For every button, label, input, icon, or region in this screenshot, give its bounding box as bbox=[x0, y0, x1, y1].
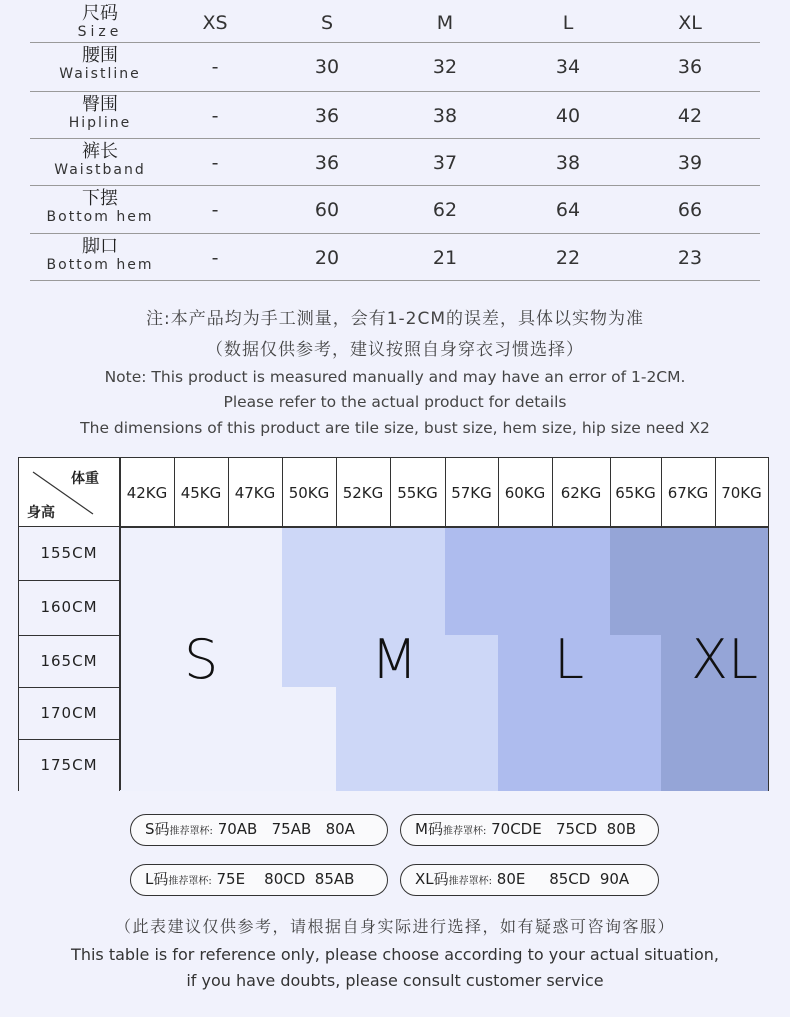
note-en-line3: The dimensions of this product are tile size, bust size, hem size, hip size need X2 bbox=[80, 419, 710, 437]
size-col-xl: XL bbox=[678, 12, 702, 34]
measure-value: 23 bbox=[677, 247, 703, 269]
zone-label-l: L bbox=[554, 628, 585, 691]
weight-label: 65KG bbox=[615, 484, 656, 502]
measure-value: 66 bbox=[677, 199, 703, 221]
measure-name bbox=[30, 46, 170, 82]
measure-value: - bbox=[211, 247, 219, 269]
measure-value: - bbox=[211, 105, 219, 127]
measure-name bbox=[30, 95, 170, 131]
zone-m-ext bbox=[336, 687, 498, 791]
size-header-en: Size bbox=[77, 24, 123, 40]
measure-value: 37 bbox=[432, 152, 458, 174]
size-table-row bbox=[30, 139, 760, 186]
size-table-row bbox=[30, 186, 760, 234]
measure-name bbox=[30, 189, 170, 225]
height-label: 170CM bbox=[19, 687, 119, 739]
height-row-divider bbox=[19, 739, 119, 740]
weight-label: 45KG bbox=[180, 484, 222, 502]
cup-size: L码 bbox=[145, 870, 169, 888]
weight-label: 55KG bbox=[397, 484, 438, 502]
weight-col-divider bbox=[715, 458, 716, 526]
size-col-s: S bbox=[320, 12, 334, 34]
measure-name bbox=[30, 142, 170, 178]
weight-label: 47KG bbox=[234, 484, 276, 502]
measure-value: 42 bbox=[677, 105, 703, 127]
height-label: 165CM bbox=[19, 635, 119, 687]
weight-label: 62KG bbox=[560, 484, 602, 502]
cup-values: 70CDE 75CD 80B bbox=[491, 820, 637, 838]
cup-values: 75E 80CD 85AB bbox=[216, 870, 355, 888]
weight-label: 50KG bbox=[288, 484, 330, 502]
measure-name-en: Bottom hem bbox=[46, 257, 154, 273]
size-table-row bbox=[30, 234, 760, 281]
weight-label: 52KG bbox=[342, 484, 384, 502]
corner-weight-label: 体重 bbox=[71, 471, 99, 487]
measure-name-zh: 下摆 bbox=[82, 188, 118, 209]
cup-values: 80E 85CD 90A bbox=[496, 870, 630, 888]
zone-label-xl: XL bbox=[691, 628, 759, 691]
note-en-line2: Please refer to the actual product for details bbox=[223, 393, 567, 411]
corner-height-label: 身高 bbox=[27, 505, 55, 521]
cup-label: 推荐罩杯: bbox=[448, 876, 493, 887]
measure-value: - bbox=[211, 199, 219, 221]
measure-value: 34 bbox=[555, 56, 581, 78]
measure-value: 64 bbox=[555, 199, 581, 221]
cup-size: S码 bbox=[145, 820, 170, 838]
measure-name-en: Waistband bbox=[54, 162, 146, 178]
cup-pill-m bbox=[400, 814, 659, 846]
measure-value: 36 bbox=[677, 56, 703, 78]
note-zh-line2: （数据仅供参考，建议按照自身穿衣习惯选择） bbox=[206, 340, 584, 360]
measure-value: 39 bbox=[677, 152, 703, 174]
zone-label-s: S bbox=[184, 628, 219, 691]
grid-header-divider bbox=[19, 526, 768, 528]
measure-name-en: Waistline bbox=[59, 66, 141, 82]
measure-value: 62 bbox=[432, 199, 458, 221]
zone-m-mid bbox=[445, 635, 498, 687]
zone-label-m: M bbox=[371, 628, 418, 691]
weight-col-divider bbox=[390, 458, 391, 526]
height-row-divider bbox=[19, 635, 119, 636]
measure-value: - bbox=[211, 152, 219, 174]
size-table-header bbox=[30, 0, 760, 43]
size-table-row bbox=[30, 43, 760, 92]
measure-value: 38 bbox=[432, 105, 458, 127]
weight-label: 57KG bbox=[451, 484, 492, 502]
note-zh-line1: 注:本产品均为手工测量，会有1-2CM的误差，具体以实物为准 bbox=[145, 309, 645, 329]
weight-col-divider bbox=[228, 458, 229, 526]
height-label: 155CM bbox=[19, 527, 119, 580]
measure-name-zh: 臀围 bbox=[82, 94, 118, 115]
footer-zh: （此表建议仅供参考，请根据自身实际进行选择，如有疑惑可咨询客服） bbox=[114, 917, 675, 936]
zone-m bbox=[282, 527, 445, 687]
cup-label: 推荐罩杯: bbox=[168, 876, 212, 887]
measure-value: 60 bbox=[314, 199, 340, 221]
weight-label: 42KG bbox=[126, 484, 168, 502]
measure-name-zh: 腰围 bbox=[82, 45, 118, 66]
height-row-divider bbox=[19, 687, 119, 688]
weight-col-divider bbox=[336, 458, 337, 526]
weight-col-divider bbox=[610, 458, 611, 526]
cup-label: 推荐罩杯: bbox=[442, 826, 487, 837]
size-header-label bbox=[30, 4, 170, 40]
zone-l bbox=[445, 527, 610, 635]
measure-value: 20 bbox=[314, 247, 340, 269]
measure-value: 40 bbox=[555, 105, 581, 127]
cup-size: M码 bbox=[415, 820, 443, 838]
measure-value: 36 bbox=[314, 105, 340, 127]
size-col-m: M bbox=[436, 12, 454, 34]
footer-en-line2: if you have doubts, please consult customer service bbox=[186, 971, 604, 990]
weight-height-grid bbox=[18, 457, 769, 791]
weight-col-divider bbox=[552, 458, 553, 526]
zone-xl bbox=[610, 527, 768, 635]
measure-name-en: Hipline bbox=[68, 115, 132, 131]
note-en-line1: Note: This product is measured manually and may have an error of 1-2CM. bbox=[104, 368, 686, 386]
measure-value: 38 bbox=[555, 152, 581, 174]
size-table-row bbox=[30, 92, 760, 139]
footer-en-line1: This table is for reference only, please choose according to your actual situation, bbox=[71, 945, 719, 964]
cup-pill-s bbox=[130, 814, 388, 846]
weight-col-divider bbox=[661, 458, 662, 526]
height-label: 160CM bbox=[19, 580, 119, 635]
measure-value: 21 bbox=[432, 247, 458, 269]
cup-label: 推荐罩杯: bbox=[169, 826, 213, 837]
measure-value: 32 bbox=[432, 56, 458, 78]
weight-col-divider bbox=[174, 458, 175, 526]
measure-value: 36 bbox=[314, 152, 340, 174]
height-row-divider bbox=[19, 580, 119, 581]
height-label: 175CM bbox=[19, 739, 119, 791]
measure-value: 22 bbox=[555, 247, 581, 269]
measure-name-zh: 裤长 bbox=[82, 141, 118, 162]
weight-label: 67KG bbox=[667, 484, 709, 502]
measure-name-zh: 脚口 bbox=[82, 236, 118, 257]
measure-name-en: Bottom hem bbox=[46, 209, 154, 225]
measure-value: 30 bbox=[314, 56, 340, 78]
cup-size: XL码 bbox=[415, 870, 449, 888]
measure-value: - bbox=[211, 56, 219, 78]
cup-values: 70AB 75AB 80A bbox=[217, 820, 355, 838]
weight-label: 60KG bbox=[504, 484, 546, 502]
size-table bbox=[30, 0, 760, 281]
weight-col-divider bbox=[445, 458, 446, 526]
cup-pill-xl bbox=[400, 864, 659, 896]
weight-col-divider bbox=[498, 458, 499, 526]
cup-pill-l bbox=[130, 864, 388, 896]
size-col-xs: XS bbox=[202, 12, 228, 34]
size-header-zh: 尺码 bbox=[82, 3, 118, 24]
size-col-l: L bbox=[562, 12, 574, 34]
weight-col-divider bbox=[282, 458, 283, 526]
weight-label: 70KG bbox=[721, 484, 762, 502]
measure-name bbox=[30, 237, 170, 273]
zone-s-ext bbox=[282, 687, 336, 791]
